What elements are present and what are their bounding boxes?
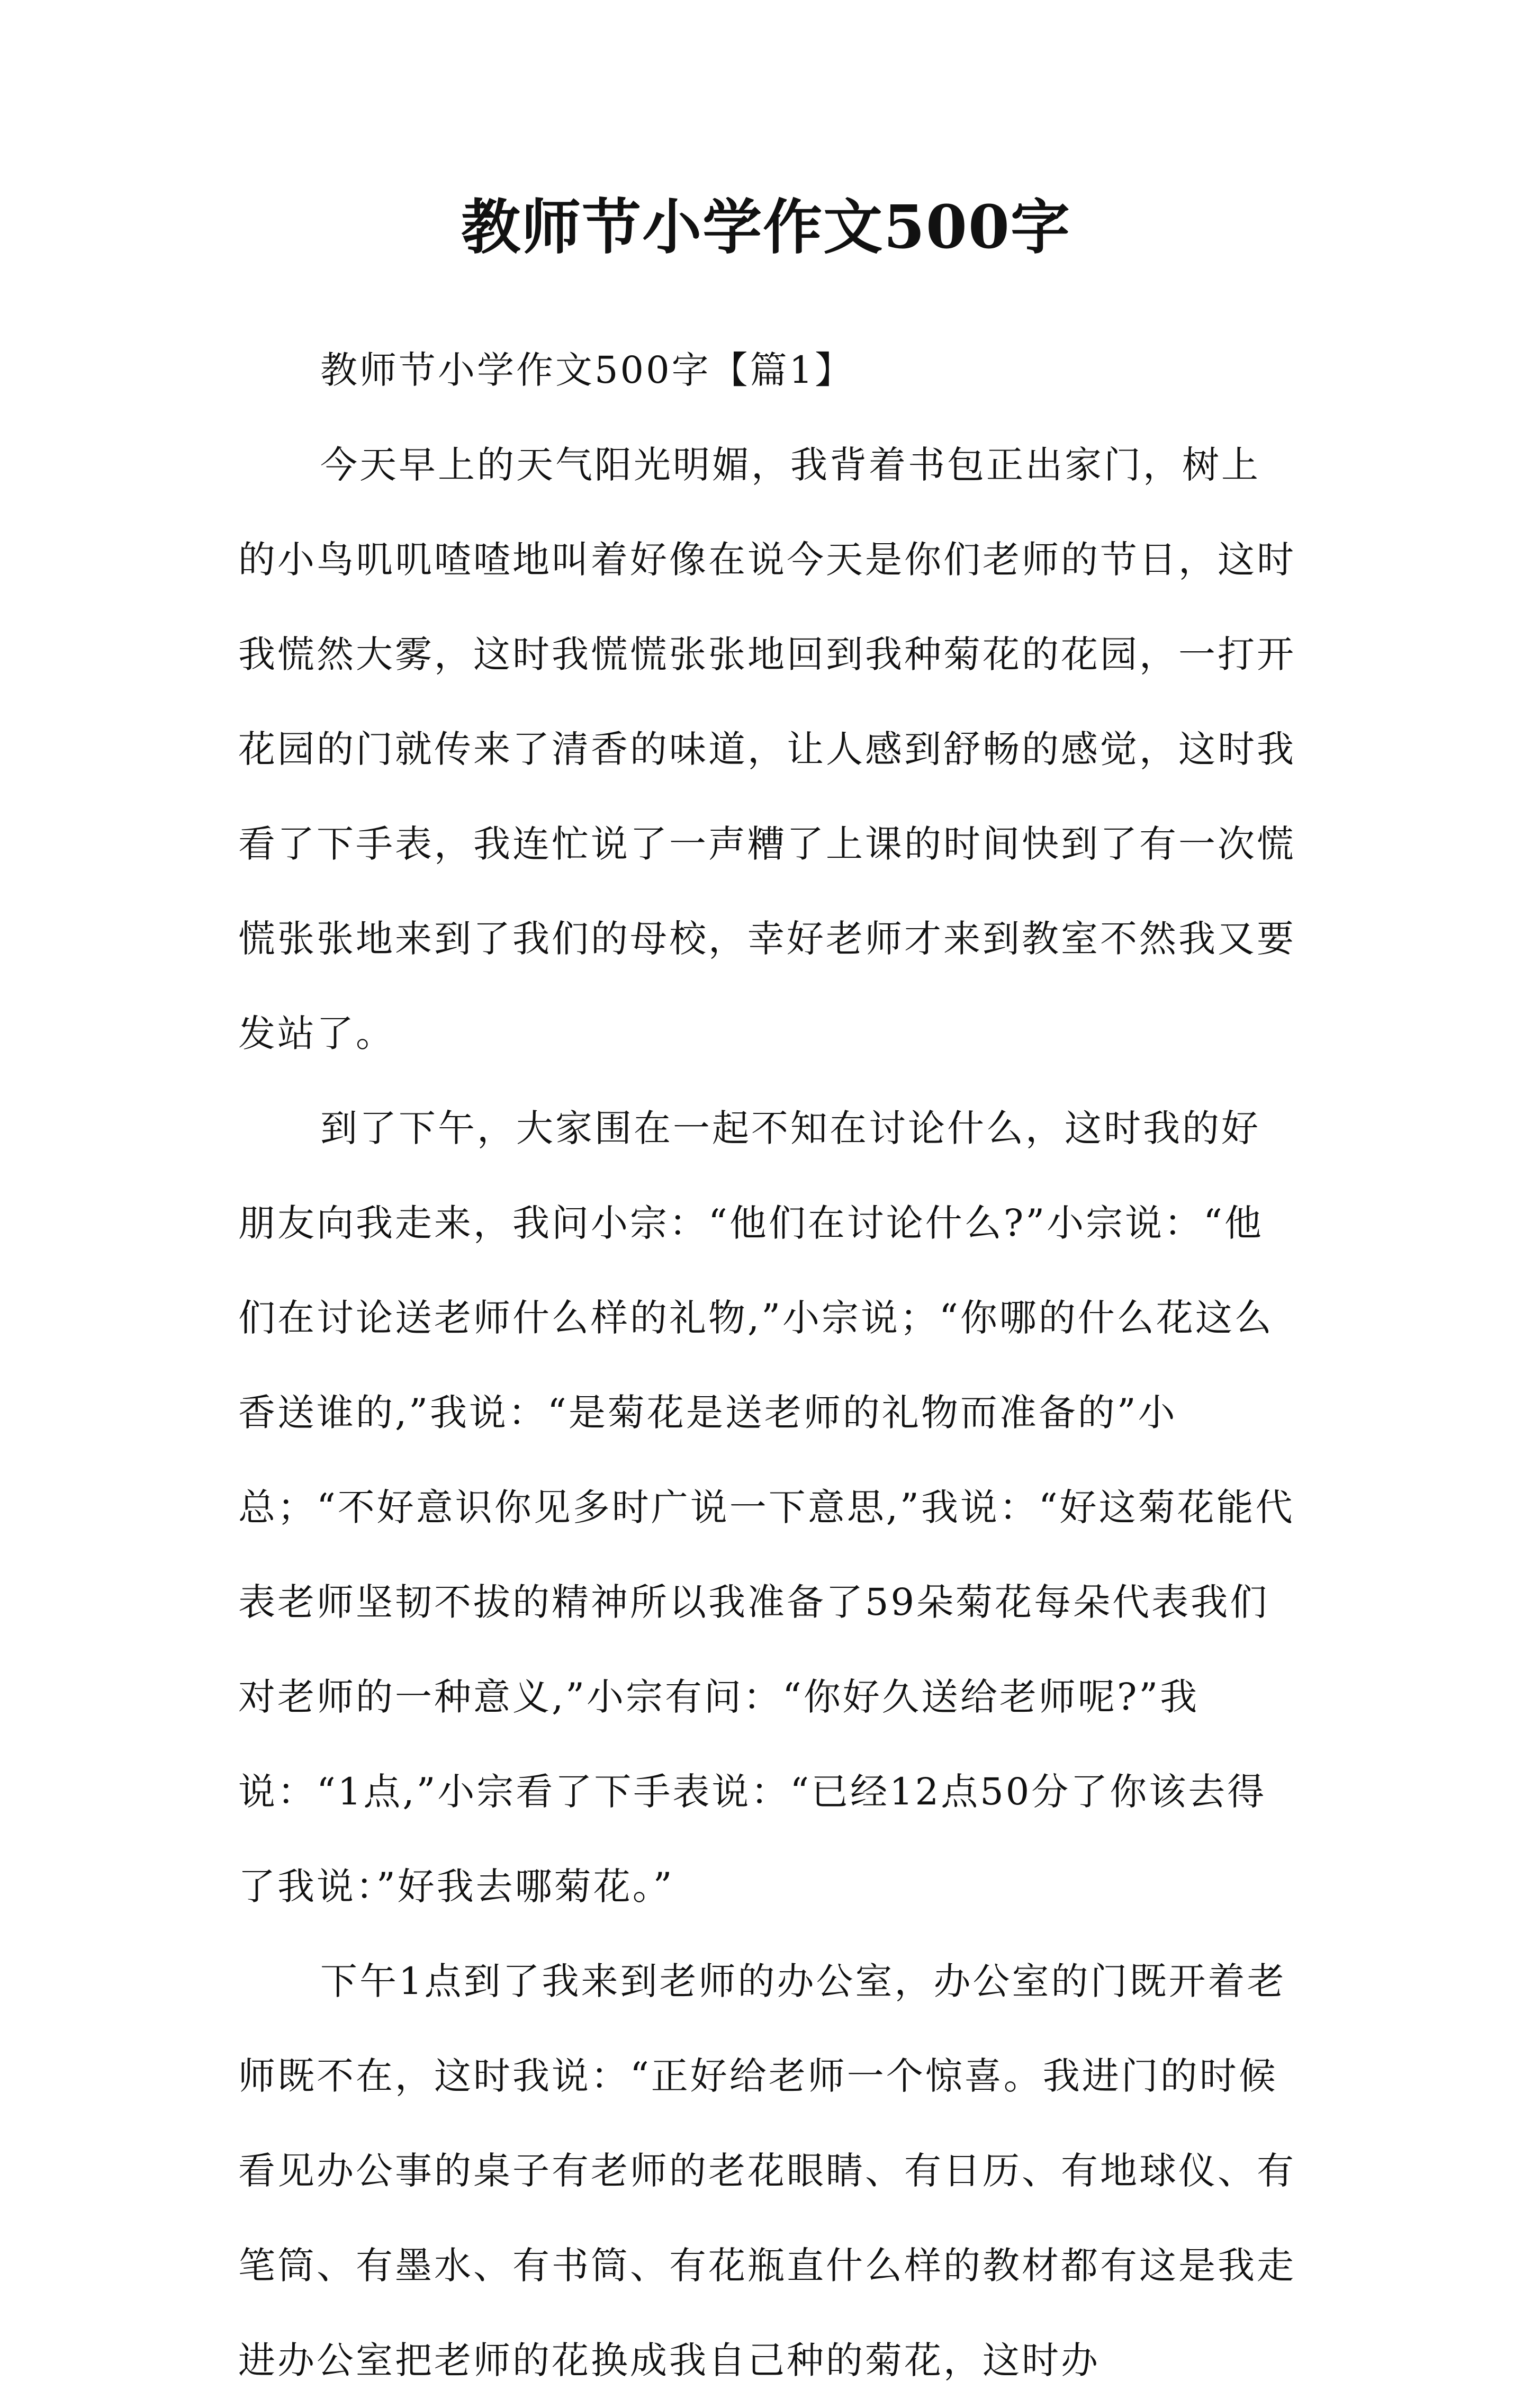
section-heading: 教师节小学作文500字【篇1】 — [320, 348, 854, 392]
document-title: 教师节小学作文500字 — [461, 193, 1071, 262]
document-body — [238, 323, 1297, 2408]
paragraph-2: 到了下午，大家围在一起不知在讨论什么，这时我的好朋友向我走来，我问小宗：“他们在讨论什么?”小宗说：“他们在讨论送老师什么样的礼物,”小宗说；“你哪的什么花这么香送谁的,”我说：“是菊花是送老师的礼物而准备的”小总；“不好意识你见多时广说一下意思,”我说：“好这菊花能代表老师坚韧不拔的精神所以我准备了59朵菊花每朵代表我们对老师的一种意义,”小宗有问：“你好久送给老师呢?”我说：“1点,”小宗看了下手表说：“已经12点50分了你该去得了我说：”好我去哪菊花。” — [238, 1107, 1295, 1908]
paragraph-3: 下午1点到了我来到老师的办公室，办公室的门既开着老师既不在，这时我说：“正好给老师一个惊喜。我进门的时候看见办公事的桌子有老师的老花眼睛、有日历、有地球仪、有笔筒、有墨水、有书筒、有花瓶直什么样的教材都有这是我走进办公室把老师的花换成我自己种的菊花，这时办 — [238, 1960, 1296, 2382]
paragraph-1: 今天早上的天气阳光明媚，我背着书包正出家门，树上的小鸟叽叽喳喳地叫着好像在说今天是你们老师的节日，这时我慌然大雾，这时我慌慌张张地回到我种菊花的花园，一打开花园的门就传来了清香的味道，让人感到舒畅的感觉，这时我看了下手表，我连忙说了一声糟了上课的时间快到了有一次慌慌张张地来到了我们的母校，幸好老师才来到教室不然我又要发站了。 — [238, 443, 1296, 1055]
